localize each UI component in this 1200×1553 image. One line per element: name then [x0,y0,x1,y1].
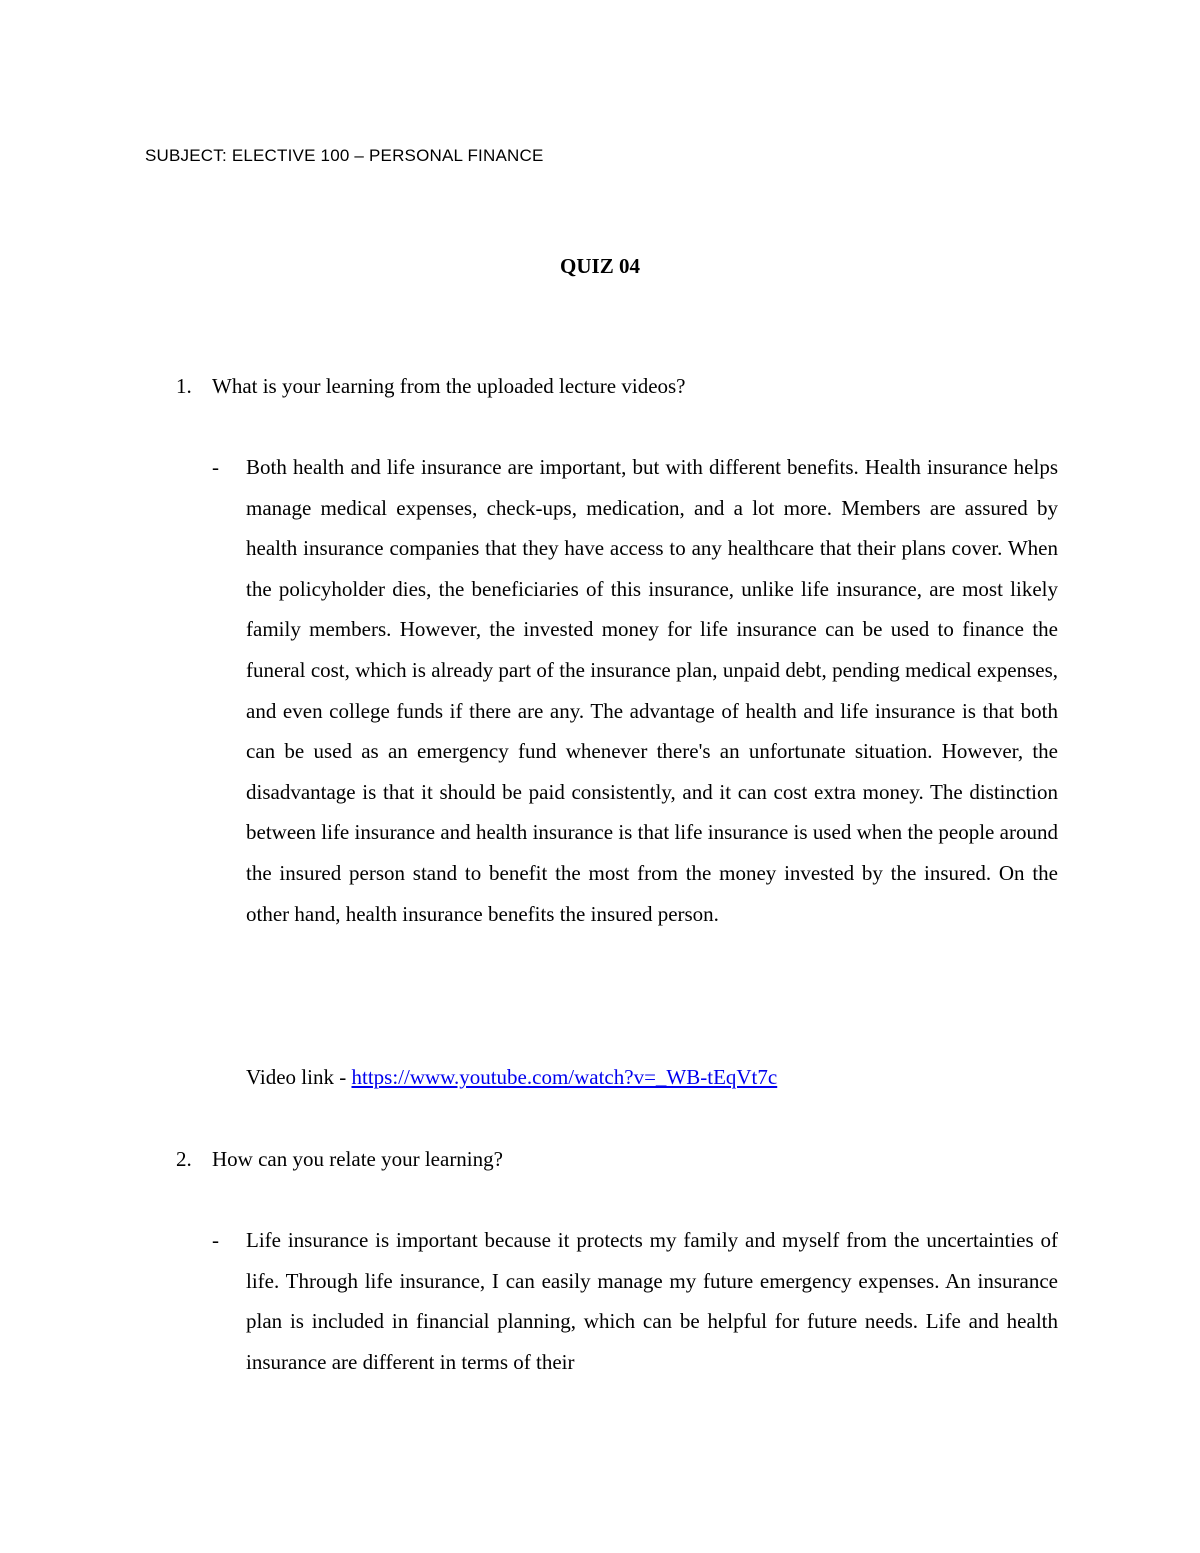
answer-2-text: Life insurance is important because it protects my family and myself from the uncertainties of life. Through life insurance, I can easily manage my future emergency expenses. An insurance plan is included in financial planning, which can be helpful for future needs. Life and health insurance are different in terms of their [246,1228,1058,1374]
video-link-label: Video link - [246,1065,352,1089]
question-1-text: What is your learning from the uploaded lecture videos? [212,374,686,398]
video-link[interactable]: https://www.youtube.com/watch?v=_WB-tEqVt7c [351,1065,778,1089]
quiz-title: QUIZ 04 [560,254,640,278]
video-link-line [246,1065,777,1090]
subject-heading: SUBJECT: ELECTIVE 100 – PERSONAL FINANCE [145,146,544,165]
answer-1-text: Both health and life insurance are important, but with different benefits. Health insurance helps manage medical expenses, check-ups, medication, and a lot more. Members are assured by health insurance companies that they have access to any healthcare that their plans cover. When the policyholder dies, the beneficiaries of this insurance, unlike life insurance, are most likely family members. However, the invested money for life insurance can be used to finance the funeral cost, which is already part of the insurance plan, unpaid debt, pending medical expenses, and even college funds if there are any. The advantage of health and life insurance is that both can be used as an emergency fund whenever there's an unfortunate situation. However, the disadvantage is that it should be paid consistently, and it can cost extra money. The distinction between life insurance and health insurance is that life insurance is used when the people around the insured person stand to benefit the most from the money invested by the insured. On the other hand, health insurance benefits the insured person. [246,455,1058,926]
answer-2-bullet: - [212,1228,219,1252]
question-2-text: How can you relate your learning? [212,1147,503,1171]
question-2-number: 2. [176,1147,192,1171]
answer-1-bullet: - [212,455,219,479]
question-1-number: 1. [176,374,192,398]
